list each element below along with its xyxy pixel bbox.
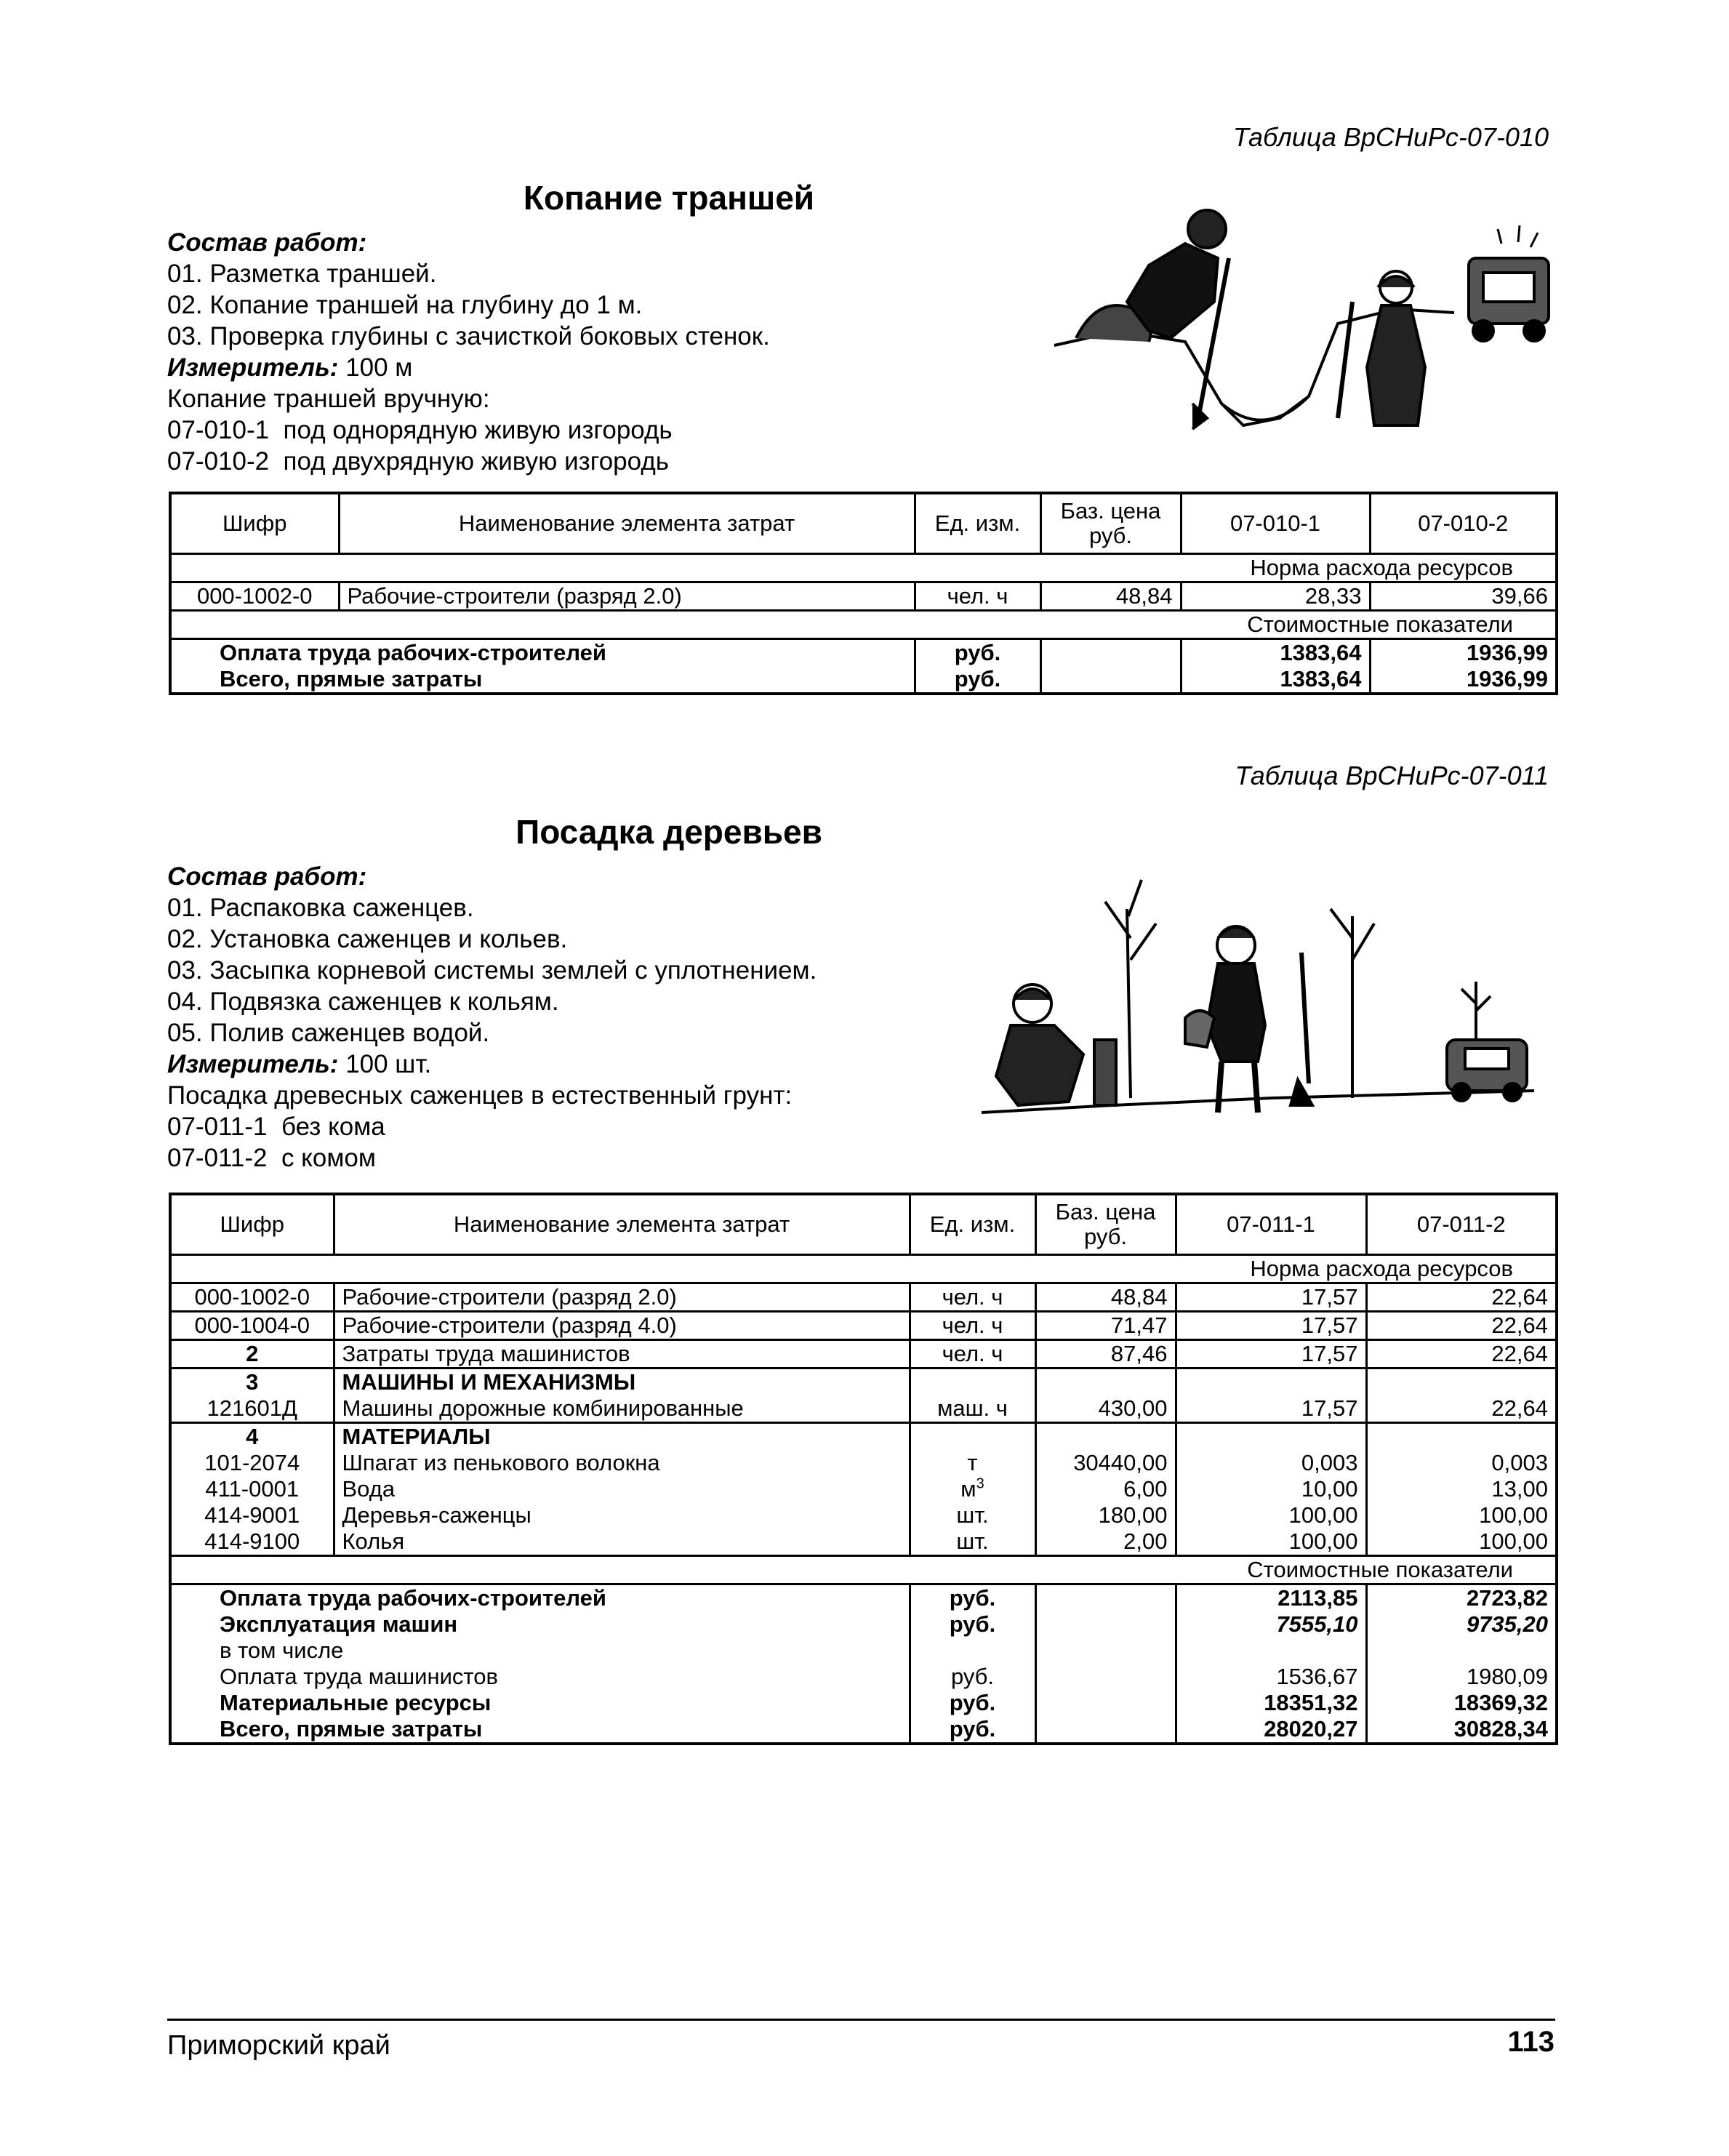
norm-band: Норма расхода ресурсов [170,554,1557,582]
row-name: Деревья-саженцы [334,1502,910,1528]
table-label-07-011: Таблица ВрСНиРс-07-011 [1235,761,1549,790]
total-name: Оплата труда рабочих-строителей [170,639,915,667]
total-v2: 18369,32 [1366,1690,1557,1716]
row-unit: шт. [910,1528,1035,1556]
work-step: 04. Подвязка саженцев к кольям. [167,987,559,1016]
composition-label: Состав работ: [167,862,367,891]
row-v2: 22,64 [1366,1340,1557,1368]
total-v1: 1383,64 [1181,666,1370,694]
total-unit: руб. [915,666,1040,694]
total-price [1035,1611,1176,1638]
empty-cell [1176,1423,1366,1451]
total-row [170,1611,1557,1638]
table-row [170,1340,1557,1368]
row-v1: 100,00 [1176,1502,1366,1528]
group-name: МАТЕРИАЛЫ [334,1423,910,1451]
total-unit: руб. [915,639,1040,667]
row-price: 71,47 [1035,1312,1176,1340]
row-v2: 39,66 [1370,582,1557,611]
total-row [170,1690,1557,1716]
empty-cell [1366,1368,1557,1396]
row-v2: 100,00 [1366,1528,1557,1556]
row-v2: 0,003 [1366,1450,1557,1476]
row-price: 2,00 [1035,1528,1176,1556]
page-number: 113 [1507,2026,1555,2058]
row-v2: 22,64 [1366,1312,1557,1340]
total-v2: 1980,09 [1366,1664,1557,1690]
section-title-trees: Посадка деревьев [516,813,822,851]
work-step: 05. Полив саженцев водой. [167,1019,490,1047]
row-name: Затраты труда машинистов [334,1340,910,1368]
header-unit: Ед. изм. [910,1194,1035,1255]
table-row [170,1283,1557,1312]
group-name: МАШИНЫ И МЕХАНИЗМЫ [334,1368,910,1396]
row-code: 414-9001 [204,1502,300,1528]
row-code: 000-1004-0 [170,1312,334,1340]
row-v2: 22,64 [1366,1395,1557,1423]
header-unit: Ед. изм. [915,493,1040,554]
total-v1: 28020,27 [1176,1716,1366,1744]
group-code: 3 [170,1368,334,1396]
total-name: Всего, прямые затраты [220,1716,483,1742]
total-price [1035,1690,1176,1716]
row-name: Шпагат из пенькового волокна [334,1450,910,1476]
header-col2: 07-010-2 [1370,493,1557,554]
table-header-row [170,1194,1557,1255]
row-price: 48,84 [1035,1283,1176,1312]
resource-table-07-010 [169,492,1558,695]
total-v2: 9735,20 [1366,1611,1557,1638]
total-v1: 7555,10 [1176,1611,1366,1638]
row-unit: т [910,1450,1035,1476]
total-unit [910,1638,1035,1664]
row-v1: 10,00 [1176,1476,1366,1502]
table-row [170,1395,1557,1423]
header-name: Наименование элемента затрат [334,1194,910,1255]
meter-value: 100 м [345,353,413,382]
empty-cell [1176,1368,1366,1396]
group-header-row [170,1423,1557,1451]
total-price [1035,1664,1176,1690]
intro-trees [167,861,817,1174]
row-name: Рабочие-строители (разряд 4.0) [334,1312,910,1340]
header-name: Наименование элемента затрат [339,493,915,554]
row-code: 414-9100 [204,1528,300,1554]
table-header-row [170,493,1557,554]
row-unit: чел. ч [910,1283,1035,1312]
row-v1: 28,33 [1181,582,1370,611]
header-price: Баз. цена руб. [1035,1194,1176,1255]
row-price: 30440,00 [1035,1450,1176,1476]
row-v1: 0,003 [1176,1450,1366,1476]
row-code: 2 [170,1340,334,1368]
group-code: 4 [170,1423,334,1451]
total-name: Эксплуатация машин [220,1611,458,1637]
total-name: Всего, прямые затраты [220,666,483,692]
header-col1: 07-010-1 [1181,493,1370,554]
group-header-row [170,1368,1557,1396]
cost-band-row [170,611,1557,639]
intro-trenches [167,227,770,477]
header-code: Шифр [170,1194,334,1255]
total-row [170,1716,1557,1744]
table-row [170,1476,1557,1502]
header-col2: 07-011-2 [1366,1194,1557,1255]
row-code: 000-1002-0 [170,582,339,611]
total-v2: 1936,99 [1370,639,1557,667]
total-v1 [1176,1638,1366,1664]
total-v1: 2113,85 [1176,1584,1366,1612]
total-v2: 1936,99 [1370,666,1557,694]
row-v1: 17,57 [1176,1312,1366,1340]
row-name: Рабочие-строители (разряд 2.0) [334,1283,910,1312]
table-row [170,1502,1557,1528]
row-v1: 17,57 [1176,1395,1366,1423]
row-unit: чел. ч [910,1312,1035,1340]
row-price: 180,00 [1035,1502,1176,1528]
total-unit: руб. [910,1716,1035,1744]
total-v2 [1366,1638,1557,1664]
description: Посадка древесных саженцев в естественный грунт: [167,1081,793,1110]
table-row [170,1450,1557,1476]
work-step: 03. Проверка глубины с зачисткой боковых стенок. [167,322,770,350]
variant: 07-011-2 с комом [167,1144,376,1172]
header-code: Шифр [170,493,339,554]
row-code: 411-0001 [205,1476,300,1502]
empty-cell [1366,1423,1557,1451]
total-name: Оплата труда рабочих-строителей [170,1584,910,1612]
row-code: 000-1002-0 [170,1283,334,1312]
work-step: 01. Разметка траншей. [167,260,437,288]
total-row [170,1584,1557,1612]
total-price [1035,1716,1176,1744]
meter-label: Измеритель: [167,353,339,382]
total-v2: 2723,82 [1366,1584,1557,1612]
row-v2: 13,00 [1366,1476,1557,1502]
row-unit: шт. [910,1502,1035,1528]
header-price: Баз. цена руб. [1040,493,1181,554]
total-name: в том числе [220,1638,344,1663]
row-price: 87,46 [1035,1340,1176,1368]
trench-digging-illustration [1047,185,1556,447]
cost-band: Стоимостные показатели [170,1556,1557,1584]
row-v2: 100,00 [1366,1502,1557,1528]
row-name: Колья [334,1528,910,1556]
row-unit-cell [910,1476,1035,1502]
row-v1: 17,57 [1176,1283,1366,1312]
empty-cell [1035,1423,1176,1451]
meter-value: 100 шт. [345,1050,432,1078]
variant: 07-010-1 под однорядную живую изгородь [167,416,673,444]
row-name: Машины дорожные комбинированные [334,1395,910,1423]
total-name: Оплата труда машинистов [220,1664,498,1689]
row-price: 48,84 [1040,582,1181,611]
cost-band: Стоимостные показатели [170,611,1557,639]
cost-band-row [170,1556,1557,1584]
total-v2: 30828,34 [1366,1716,1557,1744]
meter-label: Измеритель: [167,1050,339,1078]
variant: 07-010-2 под двухрядную живую изгородь [167,447,669,476]
row-v1: 17,57 [1176,1340,1366,1368]
work-step: 02. Копание траншей на глубину до 1 м. [167,291,643,319]
row-price: 6,00 [1035,1476,1176,1502]
total-row [170,639,1557,667]
footer-rule [167,2019,1555,2021]
header-col1: 07-011-1 [1176,1194,1366,1255]
row-code: 121601Д [206,1395,297,1421]
row-unit: маш. ч [910,1395,1035,1423]
total-v1: 1536,67 [1176,1664,1366,1690]
table-row [170,1528,1557,1556]
norm-band: Норма расхода ресурсов [170,1255,1557,1283]
row-code: 101-2074 [204,1450,300,1475]
empty-cell [1035,1368,1176,1396]
norm-band-row [170,554,1557,582]
row-v1: 100,00 [1176,1528,1366,1556]
total-unit: руб. [910,1664,1035,1690]
row-unit: чел. ч [915,582,1040,611]
table-row [170,1312,1557,1340]
composition-label: Состав работ: [167,228,367,257]
section-title-trenches: Копание траншей [523,179,815,217]
table-row [170,582,1557,611]
resource-table-07-011 [169,1193,1558,1745]
tree-planting-illustration [967,836,1549,1142]
work-step: 01. Распаковка саженцев. [167,894,474,922]
total-price [1035,1584,1176,1612]
row-v2: 22,64 [1366,1283,1557,1312]
total-price [1035,1638,1176,1664]
total-row [170,666,1557,694]
work-step: 02. Установка саженцев и кольев. [167,925,568,953]
total-unit: руб. [910,1690,1035,1716]
total-unit: руб. [910,1584,1035,1612]
total-row [170,1664,1557,1690]
variant: 07-011-1 без кома [167,1113,385,1141]
norm-band-row [170,1255,1557,1283]
work-step: 03. Засыпка корневой системы землей с уплотнением. [167,956,817,985]
total-row [170,1638,1557,1664]
total-price [1040,639,1181,667]
row-name: Рабочие-строители (разряд 2.0) [339,582,915,611]
table-label-07-010: Таблица ВрСНиРс-07-010 [1232,122,1549,152]
unit-superscript: 3 [976,1475,984,1492]
total-unit: руб. [910,1611,1035,1638]
footer-region: Приморский край [167,2030,390,2061]
description: Копание траншей вручную: [167,385,490,413]
row-name: Вода [334,1476,910,1502]
row-price: 430,00 [1035,1395,1176,1423]
meter-line [167,352,770,383]
row-unit: м [960,1476,976,1502]
total-v1: 1383,64 [1181,639,1370,667]
total-v1: 18351,32 [1176,1690,1366,1716]
row-unit: чел. ч [910,1340,1035,1368]
total-name: Материальные ресурсы [220,1690,492,1715]
total-price [1040,666,1181,694]
empty-cell [910,1368,1035,1396]
meter-line [167,1049,817,1080]
empty-cell [910,1423,1035,1451]
